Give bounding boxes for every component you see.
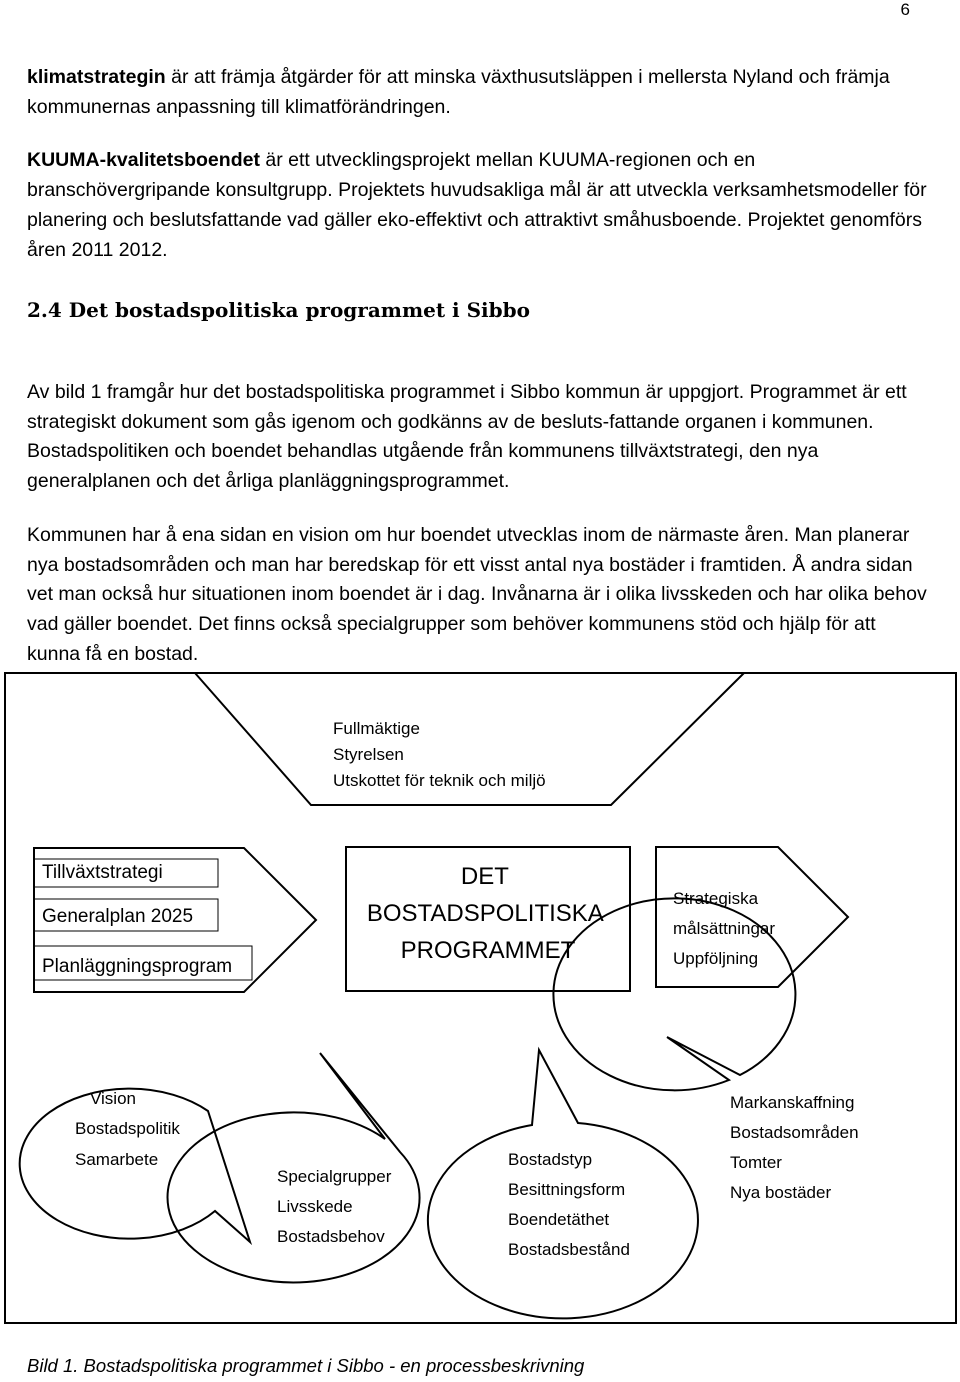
left-arrow-item: Generalplan 2025 <box>42 906 194 927</box>
left-arrow-item: Tillväxtstrategi <box>42 862 163 883</box>
paragraph-text: är att främja åtgärder för att minska växthusutsläppen i mellersta Nyland och främja kommunernas anpassning till klimatförändringen. <box>27 66 890 118</box>
bubble-item: Vision <box>90 1089 136 1108</box>
center-title-line: PROGRAMMET <box>400 937 576 964</box>
paragraph-text: är ett utvecklingsprojekt mellan KUUMA-regionen och en branschövergripande konsultgrupp. Projektets huvudsakliga mål är att utveckla verksamhetsmodeller för planering och beslutsfattande vad gäller eko-effektivt och attraktivt småhusboende. Projektet genomförs åren 2011 2012. <box>27 149 927 261</box>
svg-text:Vision Bostadspolitik <box>75 1089 185 1169</box>
right-arrow-item: Strategiska <box>673 889 759 908</box>
bubble-item: Nya bostäder <box>730 1183 832 1202</box>
bubble-item: Boendetäthet <box>508 1210 610 1229</box>
bubble-item: Bostadsbestånd <box>508 1240 630 1259</box>
bubble-item: Bostadspolitik <box>75 1119 180 1138</box>
figure-caption: Bild 1. Bostadspolitiska programmet i Sibbo - en processbeskrivning <box>27 1355 585 1376</box>
bubble-item: Livsskede <box>277 1197 353 1216</box>
svg-text:Strategiska målsättningar <box>673 889 780 968</box>
bubble-item: Specialgrupper <box>277 1167 392 1186</box>
svg-text:Markanskaffning Bostadsomr <box>730 1093 863 1202</box>
section-heading: 2.4 Det bostadspolitiska programmet i Sibbo <box>27 298 530 322</box>
svg-text:Tillväxtstrategi Generalpl <box>42 862 232 977</box>
right-arrow-item: Uppföljning <box>673 949 759 968</box>
bubble-item: Samarbete <box>75 1150 159 1169</box>
svg-text:Specialgrupper Livsskede <box>277 1167 396 1246</box>
svg-text:Fullmäktige Styrelsen <box>333 719 546 790</box>
center-title-line: BOSTADSPOLITISKA <box>366 900 603 927</box>
bold-term: KUUMA-kvalitetsboendet <box>27 149 260 172</box>
center-title-line: DET <box>460 863 509 890</box>
paragraph-vision: Kommunen har å ena sidan en vision om hur boendet utvecklas inom de närmaste åren. Man planerar nya bostadsområden och man har beredskap för ett visst antal nya bostäder i framtiden. Å andra sidan vet man också hur situationen inom boendet är i dag. Invånarna är i olika livsskeden och har olika behov vad gäller boendet. Det finns också specialgrupper som behöver kommunens stöd och hjälp för att kunna få en bostad. <box>27 523 927 665</box>
bubble-item: Tomter <box>730 1153 782 1172</box>
funnel-line: Fullmäktige <box>333 719 420 738</box>
bubble-item: Bostadstyp <box>508 1150 593 1169</box>
funnel-line: Styrelsen <box>333 745 404 764</box>
funnel-line: Utskottet för teknik och miljö <box>333 771 546 790</box>
page-number: 6 <box>900 0 910 19</box>
left-arrow-item: Planläggningsprogram <box>42 956 233 977</box>
bubble-item: Bostadsområden <box>730 1123 859 1142</box>
svg-text:Bostadstyp Besittningsform <box>508 1150 630 1259</box>
bubble-item: Bostadsbehov <box>277 1227 385 1246</box>
bubble-item: Markanskaffning <box>730 1093 855 1112</box>
bold-term: klimatstrategin <box>27 66 166 88</box>
right-arrow-item: målsättningar <box>673 919 776 938</box>
paragraph-program: Av bild 1 framgår hur det bostadspolitiska programmet i Sibbo kommun är uppgjort. Programmet är ett strategiskt dokument som gås igenom och godkänns av de besluts-fattande organen i kommunen. Bostadspolitiken och boendet behandlas utgående från kommunens tillväxtstrategi, den nya generalplanen och det årliga planläggningsprogrammet. <box>27 381 907 493</box>
bubble-item: Besittningsform <box>508 1180 626 1199</box>
